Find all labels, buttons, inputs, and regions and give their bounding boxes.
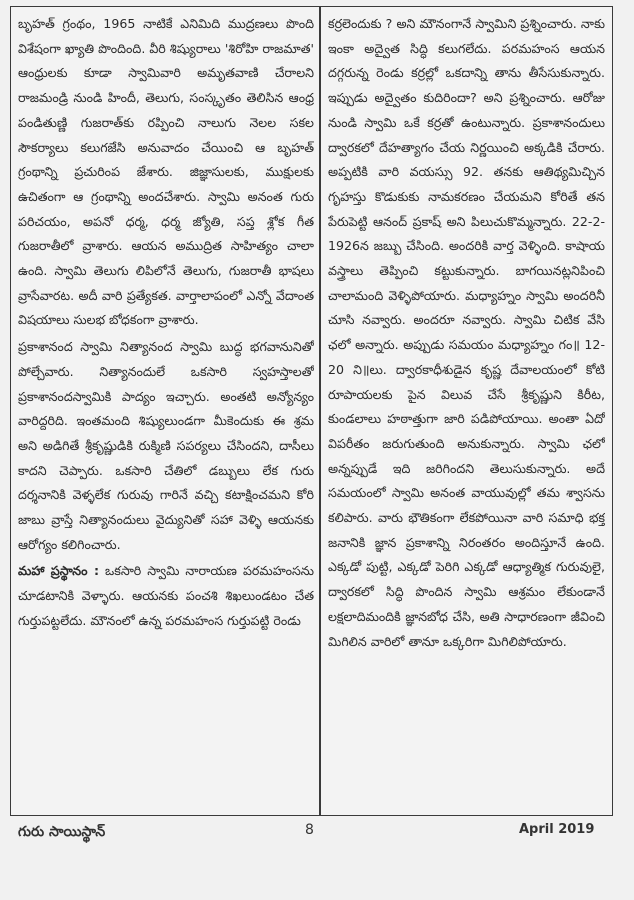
issue-date: April 2019: [519, 822, 595, 837]
left-paragraph-3: [18, 559, 314, 633]
section-body: ఒకసారి స్వామి నారాయణ పరమహంసను చూడటానికి వెళ్ళారు. ఆయనకు పంచశి శిఖలుండటం చేత గుర్తుపట్టలేదు. మౌనంలో ఉన్న పరమహంస గుర్తుపట్టి రెండు: [18, 563, 314, 628]
page-number: 8: [305, 822, 314, 838]
magazine-title: గురు సాయిస్థాన్: [18, 824, 106, 840]
left-paragraph-1: బృహత్ గ్రంథం, 1965 నాటికే ఎనిమిది ముద్రణలు పొంది విశేషంగా ఖ్యాతి పొందింది. వీరి శిష్యురాలు 'శిరోహి రాజమాత' ఆంధ్రులకు కూడా స్వామివారి అమృతవాణి చేరాలని రాజమండ్రి నుండి హిందీ, తెలుగు, సంస్కృతం తెలిసిన ఆంధ్ర పండితుణ్ణి గుజరాత్‌కు రప్పించి నాలుగు నెలల సకల సౌకర్యాలు కలుగజేసి అనువాదం చేయించి ఆ బృహత్ గ్రంథాన్ని ప్రచురింప జేశారు. జిజ్ఞాసులకు, ముక్షులకు ఉచితంగా ఆ గ్రంథాన్ని అందచేశారు. స్వామి అనంత గురు పరిచయం, అపనో ధర్మ, ధర్మ జ్యోతి, సప్త శ్లోక గీత గుజరాతీలో వ్రాశారు. ఆయన అముద్రిత సాహిత్యం చాలా ఉంది. స్వామి తెలుగు లిపిలోనే తెలుగు, గుజరాతీ భాషలు వ్రాసేవారట. అదీ వారి ప్రత్యేకత. వార్తాలాపంలో ఎన్నో వేదాంత విషయాలు సులభ బోధకంగా వ్రాశారు.: [18, 16, 314, 328]
section-heading: మహా ప్రస్థానం :: [18, 563, 99, 579]
left-column: [18, 12, 314, 812]
column-divider: [319, 6, 321, 816]
right-column: [328, 12, 605, 812]
right-paragraph-1: కర్రలెందుకు ? అని మౌనంగానే స్వామిని ప్రశ్నించారు. నాకు ఇంకా అద్వైత సిద్ధి కలుగలేదు. పరమహంస ఆయన దగ్గరున్న రెండు కర్రల్లో ఒకదాన్ని తాను తీసేసుకున్నారు. ఇప్పుడు అద్వైతం కుదిరిందా? అని ప్రశ్నించారు. ఆరోజు నుండి స్వామి ఒకే కర్రతో ఉంటున్నారు. ప్రకాశానందులు ద్వారకలో దేహత్యాగం చేయ నిర్ణయించి అక్కడికి చేరారు. అప్పటికి వారి వయస్సు 92. తనకు ఆతిథ్యమిచ్చిన గృహస్తు కొడుకుకు నామకరణం చేయమని కోరితే తన పేరుపెట్టి ఆనంద్ ప్రకాష్ అని పిలుచుకొమ్మన్నారు. 22-2-1926న జబ్బు చేసింది. అందరికి వార్త వెళ్ళింది. కాషాయ వస్త్రాలు తెప్పించి కట్టుకున్నారు. బాగయినట్లనిపించి చాలామంది వెళ్ళిపోయారు. మధ్యాహ్నం స్వామి అందరినీ చూసి నవ్వారు. అందరూ నవ్వారు. స్వామి చిటిక వేసి ఛలో అన్నారు. అప్పుడు సమయం మధ్యాహ్నం గం॥ 12-20 ని॥లు. ద్వారకాధీశుడైన కృష్ణ దేవాలయంలో కోటి రూపాయలకు పైన విలువ చేసే శ్రీకృష్ణుని కిరీట, కుండలాలు హఠాత్తుగా జారి పడిపోయాయి. అంతా ఏదో విపరీతం జరుగుతుంది అనుకున్నారు. స్వామి ఛలో అన్నప్పుడే ఇది జరిగిందని తెలుసుకున్నారు. అదే సమయంలో స్వామి అనంత వాయువుల్లో తమ శ్వాసను కలిపారు. వారు భౌతికంగా లేకపోయినా వారి సమాధి భక్త జనానికి జ్ఞాన ప్రకాశాన్ని నిరంతరం అందిస్తూనే ఉంది. ఎక్కడో పుట్టి, ఎక్కడో పెరిగి ఎక్కడో ఆధ్యాత్మిక గురువులై, ద్వారకలో సిద్ధి పొందిన స్వామి ఆశ్రమం లేకుండానే లక్షలాదిమందికి జ్ఞానబోధ చేసి, అతి సాధారణంగా జీవించి మిగిలిన వారిలో తానూ ఒక్కరిగా మిగిలిపోయారు.: [328, 16, 605, 649]
left-paragraph-2: ప్రకాశానంద స్వామి నిత్యానంద స్వామి బుద్ధ భగవానునితో పోల్చేవారు. నిత్యానందులే ఒకసారి స్వహస్తాలతో ప్రకాశానందస్వామికి పాద్యం ఇచ్చారు. అంతటి అన్యోన్యం వారిద్దరిది. ఇంతమంది శిష్యులుండగా మీకెందుకు ఈ శ్రమ అని అడిగితే శ్రీకృష్ణుడికి రుక్మిణి సపర్యలు చేసిందని, దాసీలు కాదని చెప్పారు. ఒకసారి చేతిలో డబ్బులు లేక గురు దర్శనానికి వెళ్ళలేక గురువు గారినే వచ్చి కటాక్షించమని కోరి జాబు వ్రాస్తే నిత్యానందులు వైద్యునితో సహా వెళ్ళి ఆయనకు ఆరోగ్యం కలిగించారు.: [18, 339, 314, 552]
